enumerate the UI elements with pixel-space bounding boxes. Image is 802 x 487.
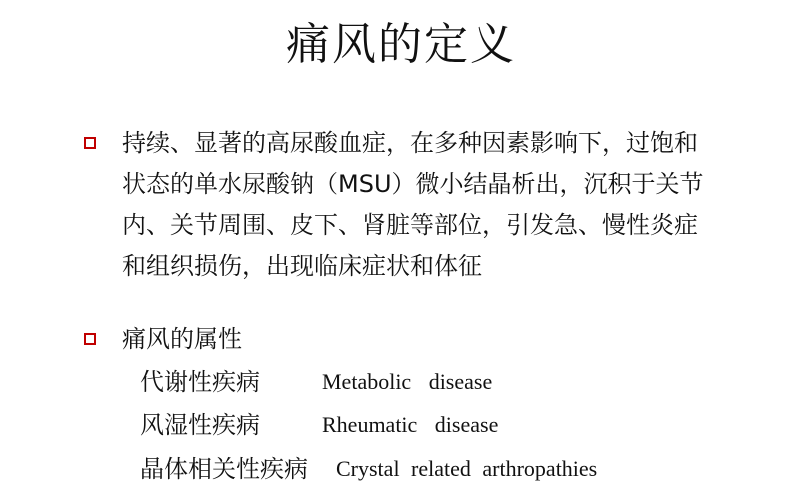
attribute-english: Rheumatic disease <box>322 412 499 437</box>
attribute-chinese: 晶体相关性疾病 <box>140 455 308 483</box>
bullet-square-icon <box>84 137 96 149</box>
definition-line: 状态的单水尿酸钠（MSU）微小结晶析出，沉积于关节 <box>122 170 704 198</box>
attribute-english: Crystal related arthropathies <box>336 456 598 481</box>
definition-line: 持续、显著的高尿酸血症，在多种因素影响下，过饱和 <box>122 129 698 157</box>
bullet-square-icon <box>84 333 96 345</box>
attributes-heading: 痛风的属性 <box>122 325 242 353</box>
definition-line: 和组织损伤，出现临床症状和体征 <box>122 252 482 280</box>
attribute-english: Metabolic disease <box>322 369 493 394</box>
attribute-chinese: 代谢性疾病 <box>140 368 260 396</box>
slide-title: 痛风的定义 <box>286 19 516 70</box>
definition-line: 内、关节周围、皮下、肾脏等部位，引发急、慢性炎症 <box>122 211 698 239</box>
definition-paragraph <box>122 123 762 287</box>
attribute-chinese: 风湿性疾病 <box>140 411 260 439</box>
